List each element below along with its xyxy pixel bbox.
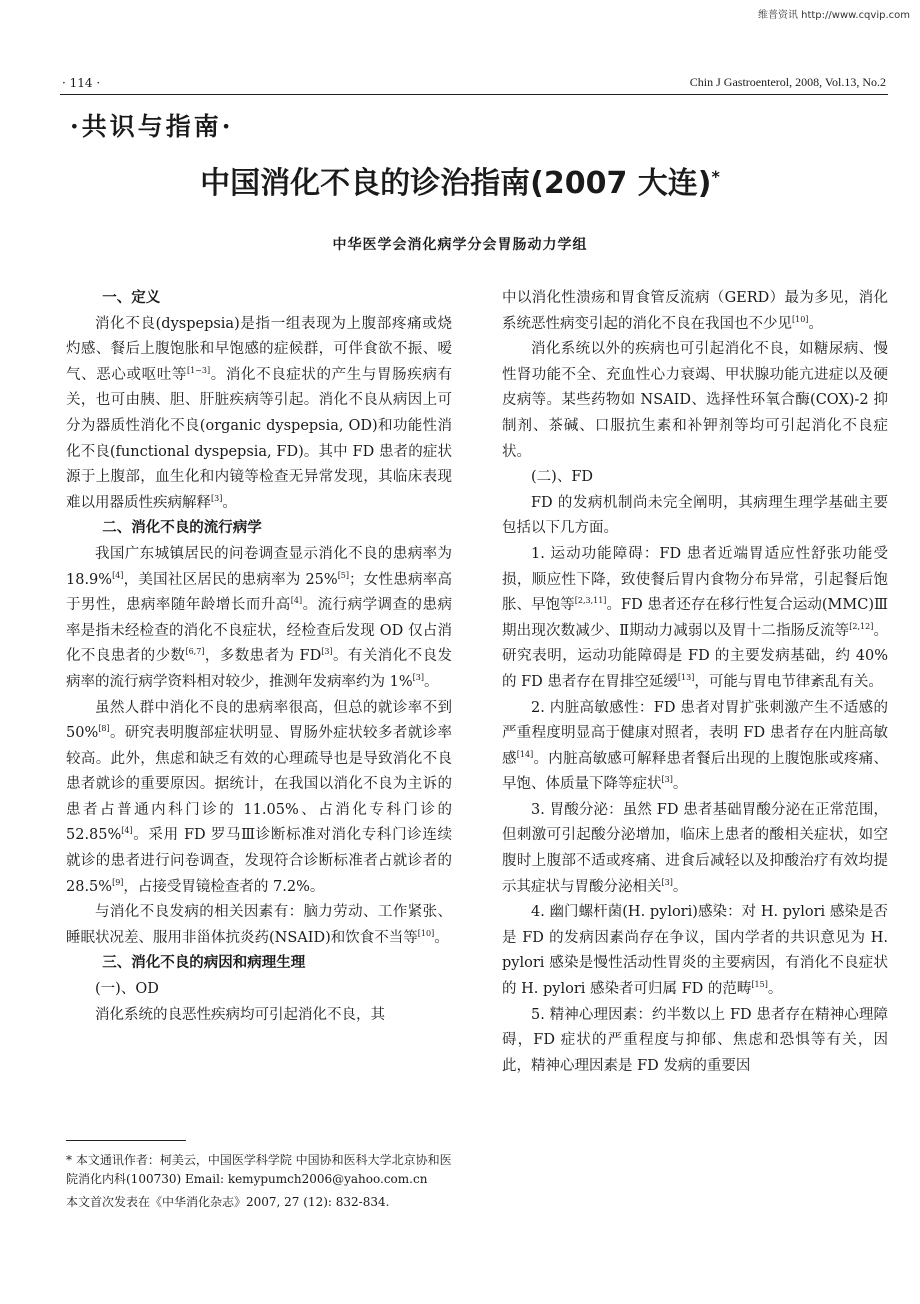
subheading-od: (一)、OD [95, 981, 159, 998]
text: 。采用 FD 罗马Ⅲ诊断标准对消化专科门诊连续就诊的患者进行问卷调查，发现符合诊断标准者占就诊者的 28.5% [66, 827, 452, 895]
watermark-text: 维普资讯 http://www.cqvip.com [757, 10, 910, 21]
paragraph [502, 542, 888, 696]
citation: [14] [516, 749, 534, 759]
authors: 中华医学会消化病学分会胃肠动力学组 [332, 237, 588, 253]
text: 。 [423, 673, 439, 690]
citation: [4] [290, 596, 303, 606]
section-tag: ·共识与指南· [70, 112, 234, 141]
citation: [10] [792, 314, 809, 324]
paragraph: FD 的发病机制尚未完全阐明，其病理生理学基础主要包括以下几方面。 [502, 494, 888, 537]
text: 。研究表明腹部症状明显、胃肠外症状较多者就诊率较高。此外，焦虑和缺乏有效的心理疏导也是导致消化不良患者就诊的重要原因。据统计，在我国以消化不良为主诉的患者占普通内科门诊的 11.05%、占消化专科门诊的 52.85% [66, 725, 452, 844]
citation: [1~3] [186, 365, 211, 375]
text: 虽然人群中消化不良的患病率很高，但总的就诊率不到 50% [66, 699, 452, 742]
citation: [2,12] [849, 621, 874, 631]
text: 。研究表明，运动功能障碍是 FD 的主要发病基础，约 40%的 FD 患者存在胃排空延缓 [502, 622, 889, 690]
text: ；女性患病率高于男性，患病率随年龄增长而升高 [66, 571, 452, 614]
article-title [0, 158, 920, 202]
first-publication-note: 本文首次发表在《中华消化杂志》2007, 27 (12): 832-834. [66, 1195, 390, 1209]
citation: [13] [677, 673, 695, 683]
citation: [4] [121, 826, 133, 836]
text: 。 [222, 494, 237, 511]
subheading-fd: (二)、FD [531, 469, 594, 486]
text: 1. 运动功能障碍：FD 患者近端胃适应性舒张功能受损，顺应性下降，致使餐后胃内食物分布异常，引起餐后饱胀、早饱等 [502, 545, 888, 614]
page-number: · 114 · [62, 76, 101, 90]
footnote [66, 1151, 458, 1212]
text: 。内脏高敏感可解释患者餐后出现的上腹饱胀或疼痛、早饱、体质量下降等症状 [502, 750, 889, 793]
header-rule [60, 94, 888, 95]
paragraph [502, 798, 888, 900]
text: 3. 胃酸分泌：虽然 FD 患者基础胃酸分泌在正常范围，但刺激可引起酸分泌增加，临床上患者的酸相关症状，如空腹时上腹部不适或疼痛、进食后减轻以及抑酸治疗有效均提示其症状与胃酸分泌相关 [502, 801, 888, 895]
text: 。 [434, 929, 449, 946]
title-footnote-mark: * [711, 167, 720, 186]
paragraph: 5. 精神心理因素：约半数以上 FD 患者存在精神心理障碍，FD 症状的严重程度与抑郁、焦虑和恐惧等有关，因此，精神心理因素是 FD 发病的重要因 [502, 1006, 888, 1074]
footnote-rule [66, 1140, 186, 1141]
right-column [502, 286, 888, 1079]
text: 。 [808, 315, 823, 332]
text: ，多数患者为 FD [204, 648, 322, 665]
paragraph [502, 286, 888, 337]
paragraph [66, 542, 452, 696]
text: ，可能与胃电节律紊乱有关。 [694, 673, 883, 690]
text: 与消化不良发病的相关因素有：脑力劳动、工作紧张、睡眠状况差、服用非甾体抗炎药(NSAID)和饮食不当等 [66, 904, 452, 946]
citation: [4] [112, 570, 124, 580]
text: 。FD 患者还存在移行性复合运动(MMC)Ⅲ期出现次数减少、Ⅱ期动力减弱以及胃十二指肠反流等 [502, 597, 889, 639]
paragraph [66, 312, 452, 517]
text: 消化不良(dyspepsia)是指一组表现为上腹部疼痛或烧灼感、餐后上腹饱胀和早饱感的症候群，可伴食欲不振、嗳气、恶心或呕吐等 [66, 315, 452, 383]
citation: [3] [661, 877, 673, 887]
paragraph: 消化系统的良恶性疾病均可引起消化不良，其 [95, 1006, 385, 1023]
text: 2. 内脏高敏感性：FD 患者对胃扩张刺激产生不适感的严重程度明显高于健康对照者，表明 FD 患者存在内脏高敏感 [502, 699, 888, 767]
citation: [5] [337, 570, 350, 580]
paragraph [502, 696, 888, 798]
journal-reference: Chin J Gastroenterol, 2008, Vol.13, No.2 [689, 75, 886, 89]
text: ，美国社区居民的患病率为 25% [123, 571, 338, 588]
text: 。有关消化不良发病率的流行病学资料相对较少，推测年发病率约为 1% [66, 648, 453, 690]
citation: [15] [751, 980, 768, 990]
text: 我国广东城镇居民的问卷调查显示消化不良的患病率为 18.9% [66, 545, 452, 588]
citation: [2,3,11] [574, 596, 607, 606]
paragraph [502, 900, 888, 1002]
text: 4. 幽门螺杆菌(H. pylori)感染：对 H. pylori 感染是否是 FD 的发病因素尚存在争议，国内学者的共识意见为 H. pylori 感染是慢性活动性胃炎的主要病因，有消化不良症状的 H. pylori 感染者可归属 FD 的范畴 [502, 904, 888, 998]
heading-epidemiology: 二、消化不良的流行病学 [102, 520, 262, 537]
paragraph [66, 900, 452, 951]
text: ，占接受胃镜检查者的 7.2%。 [123, 878, 325, 895]
citation: [3] [661, 775, 673, 785]
corresponding-author-note: * 本文通讯作者：柯美云，中国医学科学院 中国协和医科大学北京协和医院消化内科(100730) Email: kemypumch2006@yahoo.com.cn [66, 1153, 452, 1186]
citation: [9] [112, 877, 124, 887]
text: 。 [767, 981, 783, 998]
text: 。消化不良症状的产生与胃肠疾病有关，也可由胰、胆、肝脏疾病等引起。消化不良从病因上可分为器质性消化不良(organic dyspepsia, OD)和功能性消化不良(functional dyspepsia, FD)。其中 FD 患者的症状源于上腹部，血生化和内镜等检查无异常发现，其临床表现难以用器质性疾病解释 [66, 366, 453, 511]
citation: [8] [98, 724, 110, 734]
paragraph: 消化系统以外的疾病也可引起消化不良，如糖尿病、慢性肾功能不全、充血性心力衰竭、甲状腺功能亢进症以及硬皮病等。某些药物如 NSAID、选择性环氧合酶(COX)-2 抑制剂、茶碱、口服抗生素和补钾剂等均可引起消化不良症状。 [502, 341, 888, 460]
heading-etiology: 三、消化不良的病因和病理生理 [102, 955, 306, 972]
text: 。 [672, 878, 688, 895]
citation: [3] [211, 493, 223, 503]
citation: [3] [321, 647, 333, 657]
citation: [3] [412, 673, 424, 683]
citation: [6,7] [185, 647, 205, 657]
left-column [66, 286, 452, 1028]
text: 。流行病学调查的患病率是指未经检查的消化不良症状，经检查后发现 OD 仅占消化不良患者的少数 [66, 597, 453, 665]
title-text: 中国消化不良的诊治指南(2007 大连) [200, 166, 712, 201]
citation: [10] [417, 929, 435, 939]
text: 。 [672, 776, 688, 793]
text: 中以消化性溃疡和胃食管反流病（GERD）最为多见，消化系统恶性病变引起的消化不良在我国也不少见 [502, 290, 888, 332]
paragraph [66, 696, 452, 901]
heading-definition: 一、定义 [102, 290, 161, 306]
